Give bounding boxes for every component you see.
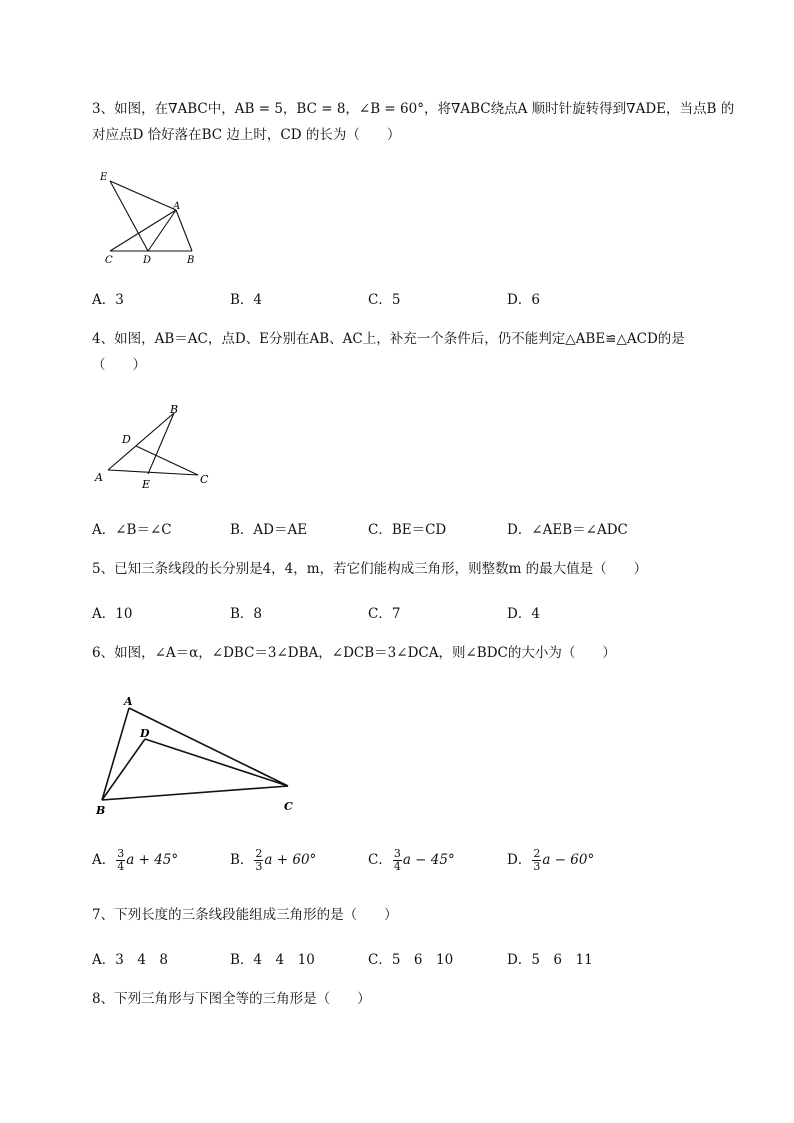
question-3-text bbox=[92, 96, 752, 148]
label-e: E bbox=[100, 172, 108, 183]
question-7-text bbox=[92, 902, 752, 928]
fraction bbox=[116, 848, 125, 873]
label-a: A bbox=[95, 471, 103, 484]
option-a[interactable]: A．3 4 8 bbox=[92, 952, 169, 968]
option-c-expression: a − 45° bbox=[402, 852, 455, 868]
option-d[interactable]: D．5 6 11 bbox=[507, 952, 593, 968]
fraction-denominator: 4 bbox=[393, 860, 401, 873]
question-8-line-1: 8、下列三角形与下图全等的三角形是（ ） bbox=[92, 991, 371, 1007]
question-3-options bbox=[92, 288, 712, 310]
label-d: D bbox=[143, 255, 152, 266]
question-4-figure bbox=[92, 400, 222, 495]
label-a: A bbox=[173, 201, 181, 212]
question-4-line-2: （ ） bbox=[92, 357, 146, 373]
fraction-denominator: 3 bbox=[533, 860, 541, 873]
question-5-text bbox=[92, 556, 752, 582]
option-b-expression: a + 60° bbox=[264, 852, 317, 868]
segment-bd bbox=[102, 739, 145, 800]
question-3-figure bbox=[96, 168, 206, 268]
fraction-numerator: 2 bbox=[255, 847, 263, 860]
label-d: D bbox=[140, 727, 150, 740]
label-b: B bbox=[187, 255, 195, 266]
label-c: C bbox=[284, 800, 293, 813]
option-a[interactable] bbox=[92, 848, 178, 873]
fraction bbox=[254, 848, 263, 873]
question-3-line-1: 3、如图，在∇ABC中，AB = 5，BC = 8，∠B = 60°，将∇ABC绕点A 顺时针旋转得到∇ADE，当点B 的 bbox=[92, 101, 735, 117]
question-7-line-1: 7、下列长度的三条线段能组成三角形的是（ ） bbox=[92, 907, 398, 923]
label-c: C bbox=[200, 473, 209, 486]
option-d-letter: D． bbox=[507, 852, 532, 868]
option-d-expression: a − 60° bbox=[542, 852, 595, 868]
option-b[interactable]: B．AD＝AE bbox=[230, 522, 308, 538]
label-e: E bbox=[142, 478, 151, 491]
label-b: B bbox=[170, 403, 179, 416]
question-5-line-1: 5、已知三条线段的长分别是4，4，m，若它们能构成三角形，则整数m 的最大值是（ ） bbox=[92, 561, 648, 577]
option-d[interactable]: D．∠AEB＝∠ADC bbox=[507, 522, 628, 538]
question-6-line-1: 6、如图，∠A＝α，∠DBC＝3∠DBA，∠DCB＝3∠DCA，则∠BDC的大小为（ ） bbox=[92, 645, 616, 661]
option-c-letter: C． bbox=[368, 852, 392, 868]
question-6-text bbox=[92, 640, 752, 666]
question-4-line-1: 4、如图，AB＝AC，点D、E分别在AB、AC上，补充一个条件后，仍不能判定△ABE≌△ACD的是 bbox=[92, 331, 685, 347]
option-a[interactable]: A．10 bbox=[92, 606, 133, 622]
fraction bbox=[393, 848, 402, 873]
fraction-numerator: 3 bbox=[393, 847, 401, 860]
option-b-letter: B． bbox=[230, 852, 254, 868]
option-a-letter: A． bbox=[92, 852, 116, 868]
option-b[interactable]: B．8 bbox=[230, 606, 263, 622]
label-b: B bbox=[96, 804, 106, 817]
option-a[interactable]: A．3 bbox=[92, 292, 124, 308]
segment-ab bbox=[176, 210, 192, 251]
question-4-options bbox=[92, 518, 712, 540]
option-c[interactable]: C．5 6 10 bbox=[368, 952, 454, 968]
option-b[interactable] bbox=[230, 848, 316, 873]
option-c[interactable] bbox=[368, 848, 455, 873]
option-b[interactable]: B．4 bbox=[230, 292, 263, 308]
segment-ac bbox=[108, 470, 198, 475]
question-4-text bbox=[92, 326, 752, 378]
fraction-numerator: 3 bbox=[117, 847, 125, 860]
question-7-options bbox=[92, 948, 712, 970]
option-a-expression: a + 45° bbox=[126, 852, 179, 868]
segment-ac bbox=[129, 708, 288, 786]
question-6-options bbox=[92, 848, 712, 878]
segment-dc bbox=[136, 446, 198, 475]
segment-ab bbox=[102, 708, 129, 800]
option-a[interactable]: A．∠B＝∠C bbox=[92, 522, 172, 538]
option-c[interactable]: C．7 bbox=[368, 606, 401, 622]
segment-dc bbox=[145, 739, 288, 786]
fraction-denominator: 4 bbox=[117, 860, 125, 873]
label-d: D bbox=[122, 433, 131, 446]
option-b[interactable]: B．4 4 10 bbox=[230, 952, 315, 968]
segment-be bbox=[148, 413, 174, 474]
question-3-line-2: 对应点D 恰好落在BC 边上时，CD 的长为（ ） bbox=[92, 127, 401, 143]
segment-ed bbox=[110, 181, 148, 251]
segment-bc bbox=[102, 786, 288, 800]
segment-ea bbox=[110, 181, 176, 210]
option-d[interactable]: D．6 bbox=[507, 292, 540, 308]
option-c[interactable]: C．5 bbox=[368, 292, 401, 308]
fraction-numerator: 2 bbox=[533, 847, 541, 860]
label-c: C bbox=[105, 255, 113, 266]
option-c[interactable]: C．BE＝CD bbox=[368, 522, 447, 538]
option-d[interactable] bbox=[507, 848, 594, 873]
option-d[interactable]: D．4 bbox=[507, 606, 540, 622]
question-8-text bbox=[92, 986, 752, 1012]
segment-ab bbox=[108, 413, 174, 470]
fraction-denominator: 3 bbox=[255, 860, 263, 873]
segment-ad bbox=[148, 210, 176, 251]
segment-ac bbox=[110, 210, 176, 251]
label-a: A bbox=[124, 695, 133, 708]
question-6-figure bbox=[92, 690, 302, 820]
fraction bbox=[532, 848, 541, 873]
question-5-options bbox=[92, 602, 712, 624]
